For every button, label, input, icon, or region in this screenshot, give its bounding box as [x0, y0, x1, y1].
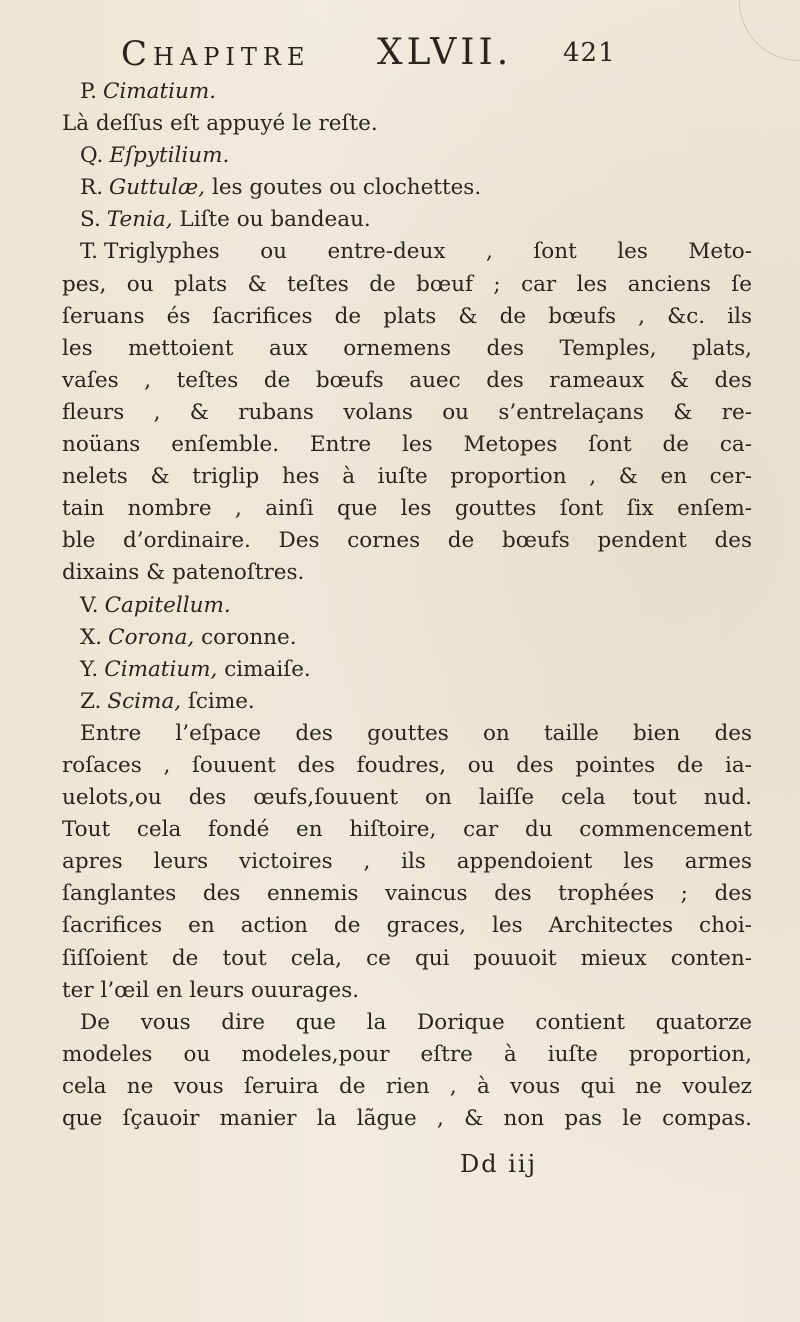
- line-text: modeles ou modeles,pour eſtre à iuſte proportion,: [62, 1041, 752, 1067]
- line-text: ſiſſoient de tout cela, ce qui pouuoit mieux conten-: [62, 945, 752, 971]
- line-text: ble d’ordinaire. Des cornes de bœufs pendent des: [62, 528, 752, 554]
- latin-term: Eſpytilium.: [109, 143, 230, 169]
- latin-term: Scima,: [107, 688, 182, 714]
- text-line: [62, 622, 752, 654]
- line-text: ſcime.: [187, 688, 255, 714]
- text-line: [62, 333, 752, 365]
- line-text: apres leurs victoires , ils appendoient les armes: [62, 849, 752, 875]
- text-line: [62, 429, 752, 461]
- text-line: [62, 525, 752, 557]
- text-line: [62, 269, 752, 301]
- figure-letter: T.: [80, 239, 99, 265]
- text-line: [62, 878, 752, 910]
- signature-mark: Dd iij: [460, 1150, 538, 1178]
- text-line: [62, 204, 752, 236]
- text-line: [62, 557, 752, 589]
- text-line: [62, 1007, 752, 1039]
- line-text: cimaiſe.: [224, 656, 311, 682]
- text-line: [62, 140, 752, 172]
- line-text: les mettoient aux ornemens des Temples, plats,: [62, 335, 752, 361]
- line-text: ſacrifices en action de graces, les Architectes choi-: [62, 913, 752, 939]
- line-text: ter l’œil en leurs ouurages.: [62, 977, 360, 1003]
- text-line: [62, 750, 752, 782]
- line-text: Liſte ou bandeau.: [179, 207, 371, 233]
- line-text: vaſes , teſtes de bœufs auec des rameaux & des: [62, 367, 752, 393]
- line-text: ſeruans és ſacrifices de plats & de bœufs , &c. ils: [62, 303, 752, 329]
- figure-letter: S.: [80, 207, 101, 233]
- line-text: cela ne vous ſeruira de rien , à vous qui ne voulez: [62, 1073, 752, 1099]
- text-line: [62, 910, 752, 942]
- text-line: [62, 108, 752, 140]
- text-line: [62, 1039, 752, 1071]
- text-line: [62, 461, 752, 493]
- text-line: [62, 943, 752, 975]
- text-line: [62, 301, 752, 333]
- latin-term: Corona,: [108, 624, 195, 650]
- latin-term: Capitellum.: [104, 592, 231, 618]
- text-line: [62, 686, 752, 718]
- running-header: [115, 28, 695, 78]
- latin-term: Cimatium,: [104, 656, 218, 682]
- line-text: uelots,ou des œufs,ſouuent on laiſſe cela tout nud.: [62, 785, 752, 811]
- text-line: [62, 1071, 752, 1103]
- line-text: nelets & triglip hes à iuſte proportion , & en cer-: [62, 464, 752, 490]
- line-text: Tout cela fondé en hiſtoire, car du commencement: [62, 817, 752, 843]
- line-text: ſanglantes des ennemis vaincus des trophées ; des: [62, 881, 752, 907]
- line-text: les goutes ou clochettes.: [211, 175, 482, 201]
- figure-letter: X.: [80, 624, 103, 650]
- text-line: [62, 590, 752, 622]
- line-text: Entre l’eſpace des gouttes on taille bien des: [80, 720, 752, 746]
- text-line: [62, 975, 752, 1007]
- line-text: pes, ou plats & teſtes de bœuf ; car les anciens ſe: [62, 271, 752, 297]
- figure-letter: Z.: [80, 688, 102, 714]
- text-line: [62, 782, 752, 814]
- text-line: [62, 76, 752, 108]
- figure-letter: P.: [80, 79, 97, 104]
- latin-term: Guttulæ,: [109, 175, 206, 201]
- chapter-word: Chapitre: [121, 34, 311, 74]
- line-text: Là deſſus eſt appuyé le reſte.: [62, 111, 378, 137]
- text-line: [62, 718, 752, 750]
- page-number: 421: [563, 38, 616, 68]
- text-line: [62, 236, 752, 268]
- text-line: [62, 365, 752, 397]
- figure-letter: Q.: [80, 143, 104, 169]
- figure-letter: Y.: [80, 656, 99, 682]
- line-text: fleurs , & rubans volans ou s’entrelaçans & re-: [62, 399, 752, 425]
- text-line: [62, 493, 752, 525]
- chapter-number: XLVII.: [377, 32, 513, 73]
- line-text: Triglyphes ou entre-deux , ſont les Meto-: [104, 239, 752, 265]
- latin-term: Cimatium.: [102, 79, 217, 104]
- line-text: De vous dire que la Dorique contient quatorze: [80, 1009, 752, 1035]
- latin-term: Tenia,: [106, 207, 173, 233]
- line-text: que ſçauoir manier la lãgue , & non pas le compas.: [62, 1106, 752, 1131]
- page-corner-fold: [739, 0, 800, 61]
- figure-letter: R.: [80, 175, 104, 201]
- text-line: [62, 397, 752, 429]
- line-text: dixains & patenoſtres.: [62, 560, 305, 586]
- text-line: [62, 172, 752, 204]
- line-text: tain nombre , ainſi que les gouttes ſont ſix enſem-: [62, 496, 752, 522]
- body-text: [62, 76, 752, 1135]
- line-text: roſaces , ſouuent des foudres, ou des pointes de ia-: [62, 752, 752, 778]
- text-line: [62, 1103, 752, 1135]
- text-line: [62, 654, 752, 686]
- line-text: coronne.: [201, 624, 297, 650]
- text-line: [62, 846, 752, 878]
- text-line: [62, 814, 752, 846]
- figure-letter: V.: [80, 592, 99, 618]
- line-text: noüans enſemble. Entre les Metopes ſont de ca-: [62, 432, 752, 458]
